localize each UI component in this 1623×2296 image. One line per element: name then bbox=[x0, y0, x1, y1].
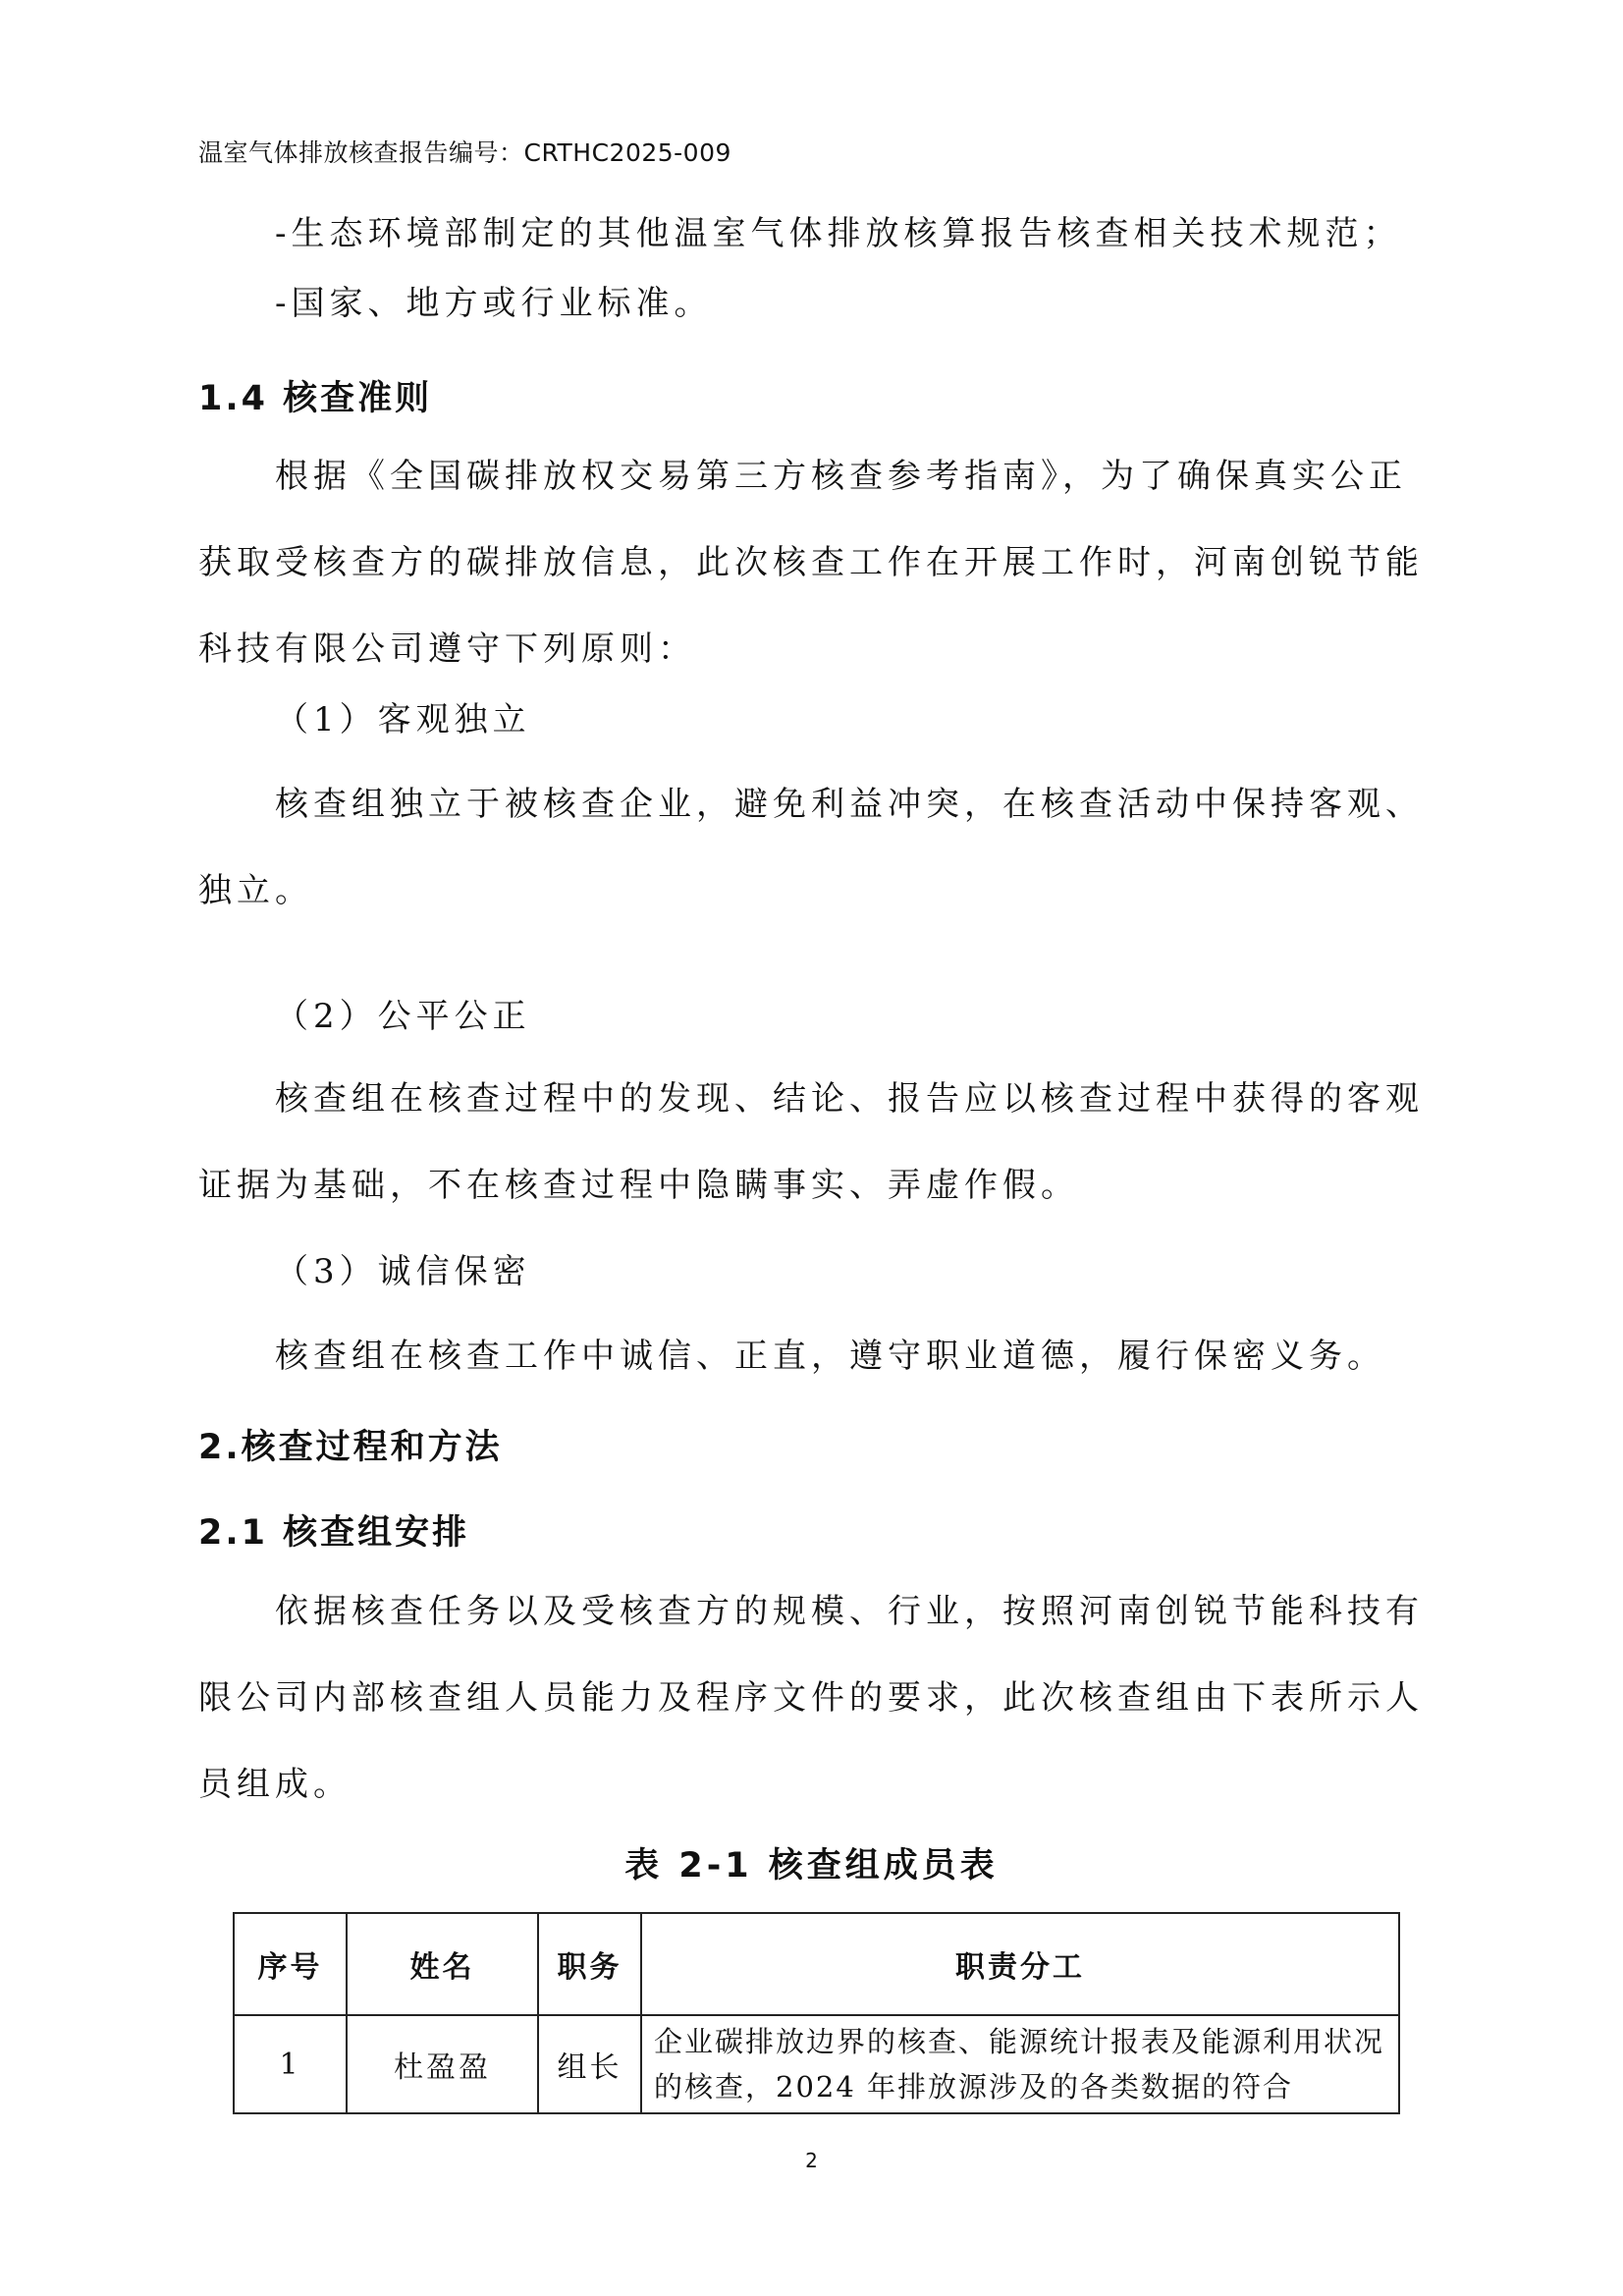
cell-name: 杜盈盈 bbox=[347, 2015, 538, 2113]
paragraph-team-arrangement: 依据核查任务以及受核查方的规模、行业，按照河南创锐节能科技有限公司内部核查组人员能力及程序文件的要求，此次核查组由下表所示人员组成。 bbox=[198, 1592, 1424, 1804]
principle-1-text: 核查组独立于被核查企业，避免利益冲突，在核查活动中保持客观、独立。 bbox=[198, 785, 1424, 910]
principle-3-title: （3）诚信保密 bbox=[275, 1252, 531, 1291]
table-caption: 表 2-1 核查组成员表 bbox=[624, 1846, 999, 1886]
table-header-row bbox=[234, 1913, 1399, 2015]
text-line-standards: -国家、地方或行业标准。 bbox=[275, 284, 713, 323]
header-no: 序号 bbox=[234, 1913, 347, 2015]
header-role: 职务 bbox=[538, 1913, 641, 2015]
text-line-technical-specs: -生态环境部制定的其他温室气体排放核算报告核查相关技术规范； bbox=[275, 214, 1402, 253]
cell-no: 1 bbox=[234, 2015, 347, 2113]
cell-duty: 企业碳排放边界的核查、能源统计报表及能源利用状况的核查，2024 年排放源涉及的各类数据的符合 bbox=[641, 2015, 1399, 2113]
heading-1-4: 1.4 核查准则 bbox=[198, 379, 433, 418]
cell-role: 组长 bbox=[538, 2015, 641, 2113]
report-header: 温室气体排放核查报告编号：CRTHC2025-009 bbox=[198, 138, 731, 167]
header-name: 姓名 bbox=[347, 1913, 538, 2015]
principle-2-text: 核查组在核查过程中的发现、结论、报告应以核查过程中获得的客观证据为基础，不在核查过程中隐瞒事实、弄虚作假。 bbox=[198, 1079, 1424, 1205]
table-row bbox=[234, 2015, 1399, 2113]
paragraph-criteria-intro: 根据《全国碳排放权交易第三方核查参考指南》，为了确保真实公正获取受核查方的碳排放信息，此次核查工作在开展工作时，河南创锐节能科技有限公司遵守下列原则： bbox=[198, 457, 1424, 669]
heading-2-1: 2.1 核查组安排 bbox=[198, 1513, 470, 1553]
header-duty: 职责分工 bbox=[641, 1913, 1399, 2015]
principle-2-title: （2）公平公正 bbox=[275, 997, 531, 1036]
heading-2: 2.核查过程和方法 bbox=[198, 1428, 503, 1467]
principle-3-text: 核查组在核查工作中诚信、正直，遵守职业道德，履行保密义务。 bbox=[275, 1337, 1385, 1376]
page-number: 2 bbox=[805, 2149, 818, 2172]
team-members-table bbox=[233, 1912, 1400, 2114]
principle-1-title: （1）客观独立 bbox=[275, 700, 531, 739]
